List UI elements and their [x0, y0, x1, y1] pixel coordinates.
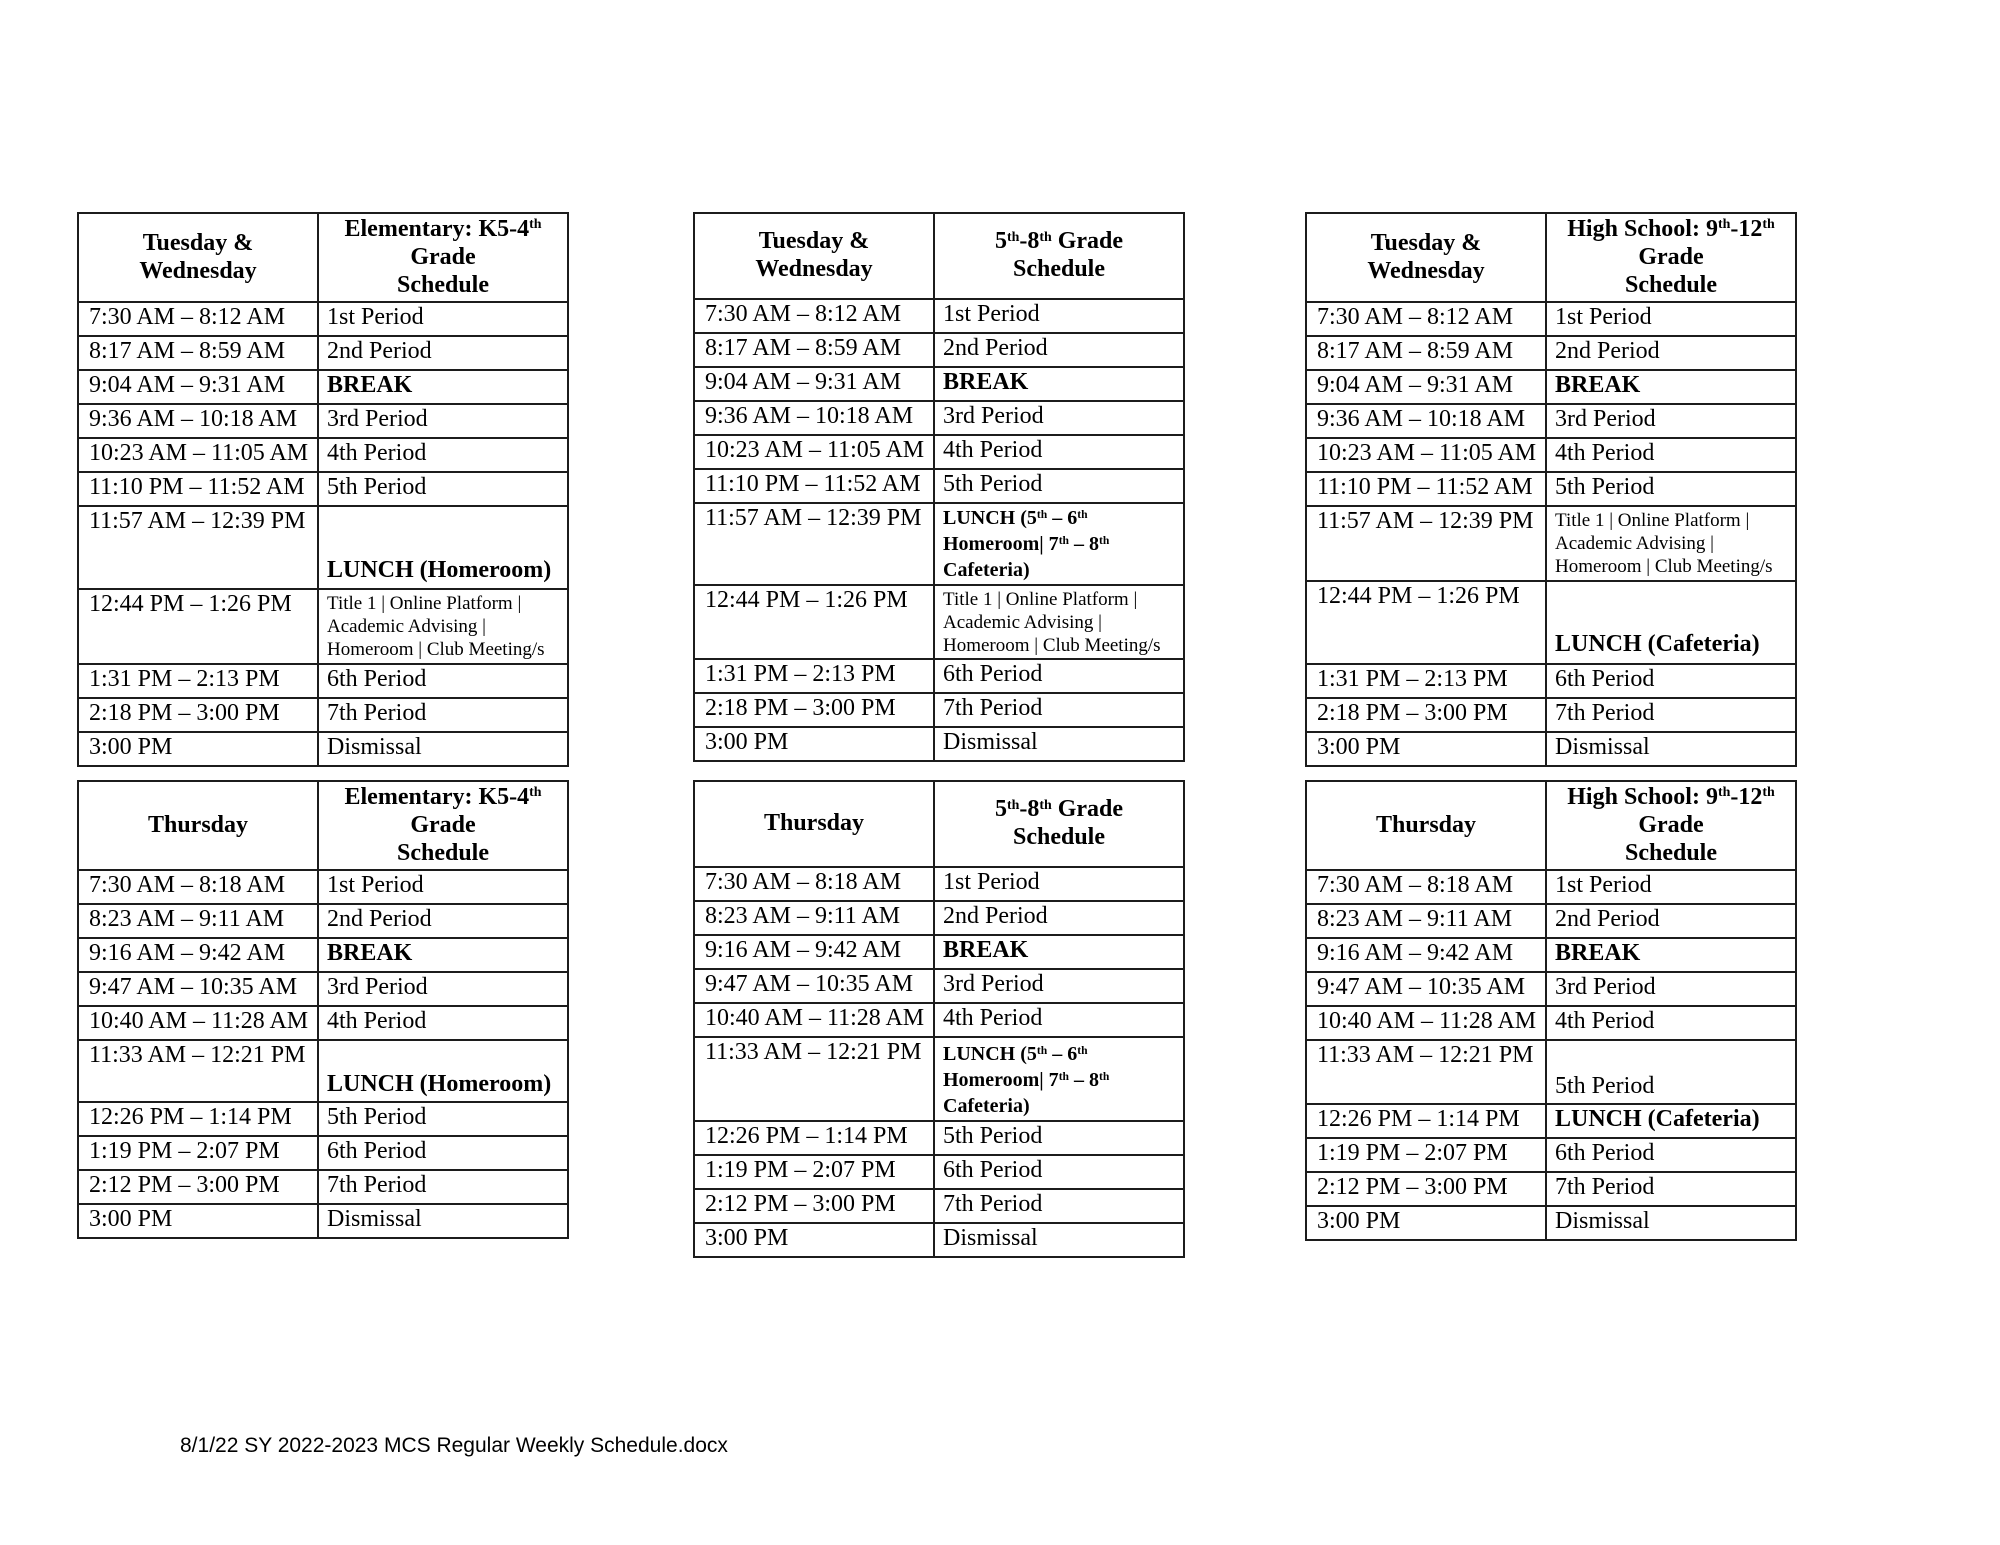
schedule-row — [78, 664, 568, 698]
schedule-row — [1306, 904, 1796, 938]
time-cell: 11:10 PM – 11:52 AM — [694, 469, 934, 503]
time-cell: 11:33 AM – 12:21 PM — [1306, 1040, 1546, 1104]
period-cell: LUNCH (Homeroom) — [318, 506, 568, 589]
schedule-row — [78, 302, 568, 336]
time-cell: 10:23 AM – 11:05 AM — [694, 435, 934, 469]
time-cell: 7:30 AM – 8:18 AM — [694, 867, 934, 901]
schedule-row — [78, 732, 568, 766]
time-cell: 9:36 AM – 10:18 AM — [78, 404, 318, 438]
schedule-row — [78, 1136, 568, 1170]
schedule-row — [1306, 1206, 1796, 1240]
schedule-row — [1306, 870, 1796, 904]
schedule-row — [694, 969, 1184, 1003]
period-cell: 3rd Period — [318, 972, 568, 1006]
time-cell: 9:16 AM – 9:42 AM — [694, 935, 934, 969]
schedule-row — [78, 972, 568, 1006]
time-cell: 10:40 AM – 11:28 AM — [1306, 1006, 1546, 1040]
time-cell: 7:30 AM – 8:12 AM — [1306, 302, 1546, 336]
period-cell: 2nd Period — [318, 904, 568, 938]
header-row — [694, 781, 1184, 867]
period-cell: 2nd Period — [934, 901, 1184, 935]
schedule-row — [78, 938, 568, 972]
time-cell: 8:23 AM – 9:11 AM — [78, 904, 318, 938]
period-cell: LUNCH (Homeroom) — [318, 1040, 568, 1102]
period-cell: 1st Period — [318, 870, 568, 904]
time-cell: 7:30 AM – 8:12 AM — [694, 299, 934, 333]
period-cell: Dismissal — [1546, 1206, 1796, 1240]
schedule-row — [78, 370, 568, 404]
schedule-row — [1306, 938, 1796, 972]
period-cell: 4th Period — [1546, 1006, 1796, 1040]
header-row — [78, 213, 568, 302]
schedule-row — [694, 1189, 1184, 1223]
period-cell: Dismissal — [318, 1204, 568, 1238]
time-cell: 3:00 PM — [694, 727, 934, 761]
period-cell: 2nd Period — [934, 333, 1184, 367]
time-cell: 9:47 AM – 10:35 AM — [694, 969, 934, 1003]
time-cell: 8:17 AM – 8:59 AM — [78, 336, 318, 370]
day-header-cell: Tuesday & Wednesday — [78, 213, 318, 302]
schedule-row — [78, 1040, 568, 1102]
day-header-cell: Thursday — [78, 781, 318, 870]
time-cell: 12:26 PM – 1:14 PM — [694, 1121, 934, 1155]
period-cell: LUNCH (Cafeteria) — [1546, 1104, 1796, 1138]
schedule-row — [1306, 1172, 1796, 1206]
time-cell: 2:18 PM – 3:00 PM — [78, 698, 318, 732]
time-cell: 1:19 PM – 2:07 PM — [694, 1155, 934, 1189]
header-row — [1306, 781, 1796, 870]
schedule-row — [694, 659, 1184, 693]
grade-header-cell: High School: 9th-12th Grade Schedule — [1546, 781, 1796, 870]
period-cell: 6th Period — [934, 1155, 1184, 1189]
period-cell: Dismissal — [318, 732, 568, 766]
schedule-row — [78, 336, 568, 370]
time-cell: 10:23 AM – 11:05 AM — [78, 438, 318, 472]
schedule-row — [1306, 336, 1796, 370]
header-row — [1306, 213, 1796, 302]
time-cell: 11:57 AM – 12:39 PM — [694, 503, 934, 585]
time-cell: 7:30 AM – 8:18 AM — [1306, 870, 1546, 904]
period-cell: 7th Period — [1546, 698, 1796, 732]
schedule-row — [1306, 302, 1796, 336]
period-cell: 6th Period — [1546, 1138, 1796, 1172]
period-cell: LUNCH (5th – 6th Homeroom| 7th – 8th Cafeteria) — [934, 1037, 1184, 1121]
time-cell: 12:26 PM – 1:14 PM — [78, 1102, 318, 1136]
period-cell: 2nd Period — [1546, 904, 1796, 938]
period-cell: 7th Period — [318, 1170, 568, 1204]
period-cell: Dismissal — [934, 727, 1184, 761]
period-cell: BREAK — [934, 367, 1184, 401]
time-cell: 11:33 AM – 12:21 PM — [78, 1040, 318, 1102]
period-cell: BREAK — [318, 370, 568, 404]
period-cell: 2nd Period — [318, 336, 568, 370]
day-header-cell: Tuesday & Wednesday — [694, 213, 934, 299]
period-cell: LUNCH (5th – 6th Homeroom| 7th – 8th Cafeteria) — [934, 503, 1184, 585]
time-cell: 10:40 AM – 11:28 AM — [694, 1003, 934, 1037]
schedule-row — [1306, 1138, 1796, 1172]
period-cell: 4th Period — [934, 1003, 1184, 1037]
period-cell: Title 1 | Online Platform | Academic Advising | Homeroom | Club Meeting/s — [1546, 506, 1796, 580]
schedule-row — [694, 469, 1184, 503]
time-cell: 9:36 AM – 10:18 AM — [694, 401, 934, 435]
period-cell: 1st Period — [1546, 302, 1796, 336]
schedule-table-thursday-high-school — [1305, 780, 1797, 1241]
schedule-row — [78, 1204, 568, 1238]
day-header-cell: Tuesday & Wednesday — [1306, 213, 1546, 302]
time-cell: 1:31 PM – 2:13 PM — [694, 659, 934, 693]
period-cell: LUNCH (Cafeteria) — [1546, 581, 1796, 664]
period-cell: 5th Period — [318, 1102, 568, 1136]
schedule-row — [694, 333, 1184, 367]
schedule-row — [694, 1155, 1184, 1189]
period-cell: 3rd Period — [934, 969, 1184, 1003]
period-cell: BREAK — [1546, 938, 1796, 972]
time-cell: 8:23 AM – 9:11 AM — [694, 901, 934, 935]
time-cell: 3:00 PM — [1306, 732, 1546, 766]
time-cell: 9:16 AM – 9:42 AM — [78, 938, 318, 972]
schedule-row — [78, 472, 568, 506]
time-cell: 9:04 AM – 9:31 AM — [78, 370, 318, 404]
schedule-row — [78, 1006, 568, 1040]
schedule-row — [1306, 370, 1796, 404]
period-cell: BREAK — [934, 935, 1184, 969]
time-cell: 2:12 PM – 3:00 PM — [1306, 1172, 1546, 1206]
period-cell: 2nd Period — [1546, 336, 1796, 370]
grade-header-cell: 5th-8th Grade Schedule — [934, 213, 1184, 299]
time-cell: 8:23 AM – 9:11 AM — [1306, 904, 1546, 938]
schedule-row — [78, 1102, 568, 1136]
period-cell: 5th Period — [934, 1121, 1184, 1155]
schedule-row — [1306, 972, 1796, 1006]
time-cell: 9:04 AM – 9:31 AM — [694, 367, 934, 401]
schedule-row — [1306, 438, 1796, 472]
time-cell: 9:16 AM – 9:42 AM — [1306, 938, 1546, 972]
schedule-row — [694, 435, 1184, 469]
grade-header-cell: Elementary: K5-4th Grade Schedule — [318, 213, 568, 302]
schedule-table-thursday-elementary — [77, 780, 569, 1239]
period-cell: 3rd Period — [934, 401, 1184, 435]
schedule-row — [78, 506, 568, 589]
period-cell: 4th Period — [318, 1006, 568, 1040]
header-row — [78, 781, 568, 870]
period-cell: 7th Period — [934, 1189, 1184, 1223]
schedule-row — [78, 1170, 568, 1204]
time-cell: 3:00 PM — [1306, 1206, 1546, 1240]
time-cell: 2:18 PM – 3:00 PM — [1306, 698, 1546, 732]
period-cell: Dismissal — [934, 1223, 1184, 1257]
time-cell: 2:18 PM – 3:00 PM — [694, 693, 934, 727]
time-cell: 11:33 AM – 12:21 PM — [694, 1037, 934, 1121]
schedule-row — [694, 1037, 1184, 1121]
schedule-row — [78, 904, 568, 938]
time-cell: 9:47 AM – 10:35 AM — [78, 972, 318, 1006]
time-cell: 3:00 PM — [78, 732, 318, 766]
period-cell: 1st Period — [318, 302, 568, 336]
time-cell: 12:26 PM – 1:14 PM — [1306, 1104, 1546, 1138]
period-cell: 3rd Period — [1546, 972, 1796, 1006]
period-cell: 1st Period — [934, 867, 1184, 901]
schedule-row — [694, 935, 1184, 969]
schedule-row — [1306, 472, 1796, 506]
period-cell: 1st Period — [934, 299, 1184, 333]
day-header-cell: Thursday — [1306, 781, 1546, 870]
period-cell: 6th Period — [1546, 664, 1796, 698]
schedule-table-tue-wed-elementary — [77, 212, 569, 767]
schedule-row — [1306, 581, 1796, 664]
period-cell: BREAK — [1546, 370, 1796, 404]
time-cell: 11:10 PM – 11:52 AM — [1306, 472, 1546, 506]
time-cell: 9:47 AM – 10:35 AM — [1306, 972, 1546, 1006]
time-cell: 9:36 AM – 10:18 AM — [1306, 404, 1546, 438]
schedule-row — [1306, 1006, 1796, 1040]
schedule-row — [1306, 1104, 1796, 1138]
document-filename-footer: 8/1/22 SY 2022-2023 MCS Regular Weekly Schedule.docx — [180, 1434, 728, 1457]
period-cell: 6th Period — [318, 664, 568, 698]
period-cell: 4th Period — [934, 435, 1184, 469]
time-cell: 11:57 AM – 12:39 PM — [78, 506, 318, 589]
period-cell: Title 1 | Online Platform | Academic Advising | Homeroom | Club Meeting/s — [934, 585, 1184, 659]
time-cell: 12:44 PM – 1:26 PM — [694, 585, 934, 659]
time-cell: 3:00 PM — [78, 1204, 318, 1238]
period-cell: BREAK — [318, 938, 568, 972]
period-cell: 7th Period — [934, 693, 1184, 727]
schedule-row — [1306, 732, 1796, 766]
schedule-row — [694, 1121, 1184, 1155]
time-cell: 7:30 AM – 8:12 AM — [78, 302, 318, 336]
time-cell: 1:31 PM – 2:13 PM — [1306, 664, 1546, 698]
schedule-row — [694, 299, 1184, 333]
time-cell: 3:00 PM — [694, 1223, 934, 1257]
grade-header-cell: 5th-8th Grade Schedule — [934, 781, 1184, 867]
time-cell: 8:17 AM – 8:59 AM — [1306, 336, 1546, 370]
schedule-row — [78, 438, 568, 472]
schedule-row — [78, 870, 568, 904]
time-cell: 12:44 PM – 1:26 PM — [78, 589, 318, 663]
period-cell: 4th Period — [318, 438, 568, 472]
schedule-row — [694, 1223, 1184, 1257]
schedule-row — [694, 901, 1184, 935]
time-cell: 2:12 PM – 3:00 PM — [694, 1189, 934, 1223]
period-cell: 3rd Period — [318, 404, 568, 438]
time-cell: 10:23 AM – 11:05 AM — [1306, 438, 1546, 472]
schedule-table-thursday-5th-8th — [693, 780, 1185, 1258]
period-cell: 7th Period — [1546, 1172, 1796, 1206]
schedule-row — [1306, 506, 1796, 580]
schedule-table-tue-wed-high-school — [1305, 212, 1797, 767]
schedule-row — [694, 867, 1184, 901]
period-cell: 5th Period — [1546, 1040, 1796, 1104]
schedule-row — [1306, 1040, 1796, 1104]
period-cell: 5th Period — [934, 469, 1184, 503]
schedule-row — [1306, 698, 1796, 732]
period-cell: 6th Period — [318, 1136, 568, 1170]
period-cell: 6th Period — [934, 659, 1184, 693]
schedule-row — [1306, 404, 1796, 438]
header-row — [694, 213, 1184, 299]
schedule-row — [694, 503, 1184, 585]
time-cell: 12:44 PM – 1:26 PM — [1306, 581, 1546, 664]
grade-header-cell: Elementary: K5-4th Grade Schedule — [318, 781, 568, 870]
period-cell: Title 1 | Online Platform | Academic Advising | Homeroom | Club Meeting/s — [318, 589, 568, 663]
schedule-row — [1306, 664, 1796, 698]
period-cell: 3rd Period — [1546, 404, 1796, 438]
schedule-row — [78, 698, 568, 732]
period-cell: 5th Period — [318, 472, 568, 506]
grade-header-cell: High School: 9th-12th Grade Schedule — [1546, 213, 1796, 302]
schedule-row — [78, 589, 568, 663]
schedule-row — [694, 693, 1184, 727]
time-cell: 1:19 PM – 2:07 PM — [78, 1136, 318, 1170]
time-cell: 11:57 AM – 12:39 PM — [1306, 506, 1546, 580]
time-cell: 1:31 PM – 2:13 PM — [78, 664, 318, 698]
schedule-row — [78, 404, 568, 438]
period-cell: 1st Period — [1546, 870, 1796, 904]
time-cell: 1:19 PM – 2:07 PM — [1306, 1138, 1546, 1172]
schedule-row — [694, 401, 1184, 435]
period-cell: Dismissal — [1546, 732, 1796, 766]
schedule-table-tue-wed-5th-8th — [693, 212, 1185, 762]
time-cell: 10:40 AM – 11:28 AM — [78, 1006, 318, 1040]
schedule-row — [694, 367, 1184, 401]
time-cell: 2:12 PM – 3:00 PM — [78, 1170, 318, 1204]
period-cell: 7th Period — [318, 698, 568, 732]
period-cell: 5th Period — [1546, 472, 1796, 506]
time-cell: 7:30 AM – 8:18 AM — [78, 870, 318, 904]
time-cell: 11:10 PM – 11:52 AM — [78, 472, 318, 506]
day-header-cell: Thursday — [694, 781, 934, 867]
schedule-row — [694, 585, 1184, 659]
schedule-row — [694, 1003, 1184, 1037]
time-cell: 9:04 AM – 9:31 AM — [1306, 370, 1546, 404]
schedule-row — [694, 727, 1184, 761]
period-cell: 4th Period — [1546, 438, 1796, 472]
time-cell: 8:17 AM – 8:59 AM — [694, 333, 934, 367]
